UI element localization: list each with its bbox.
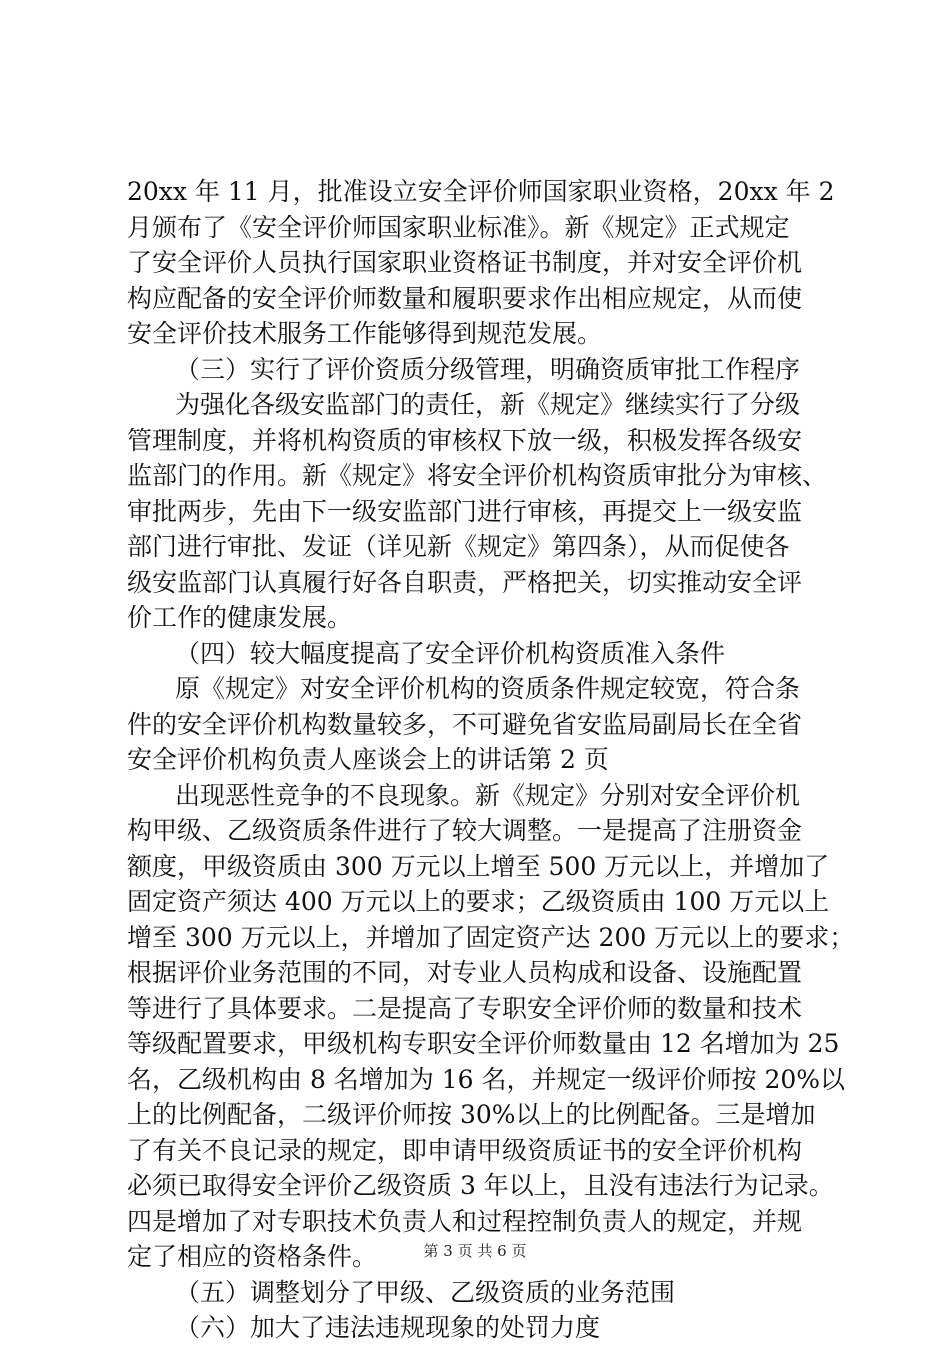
text-line: 了安全评价人员执行国家职业资格证书制度，并对安全评价机 [127, 248, 803, 277]
text-line: 20xx 年 11 月，批准设立安全评价师国家职业资格，20xx 年 2 [127, 177, 835, 206]
text-line: 审批两步，先由下一级安监部门进行审核，再提交上一级安监 [127, 496, 803, 526]
section-heading: （五）调整划分了甲级、乙级资质的业务范围 [175, 1277, 676, 1307]
text-line: 构应配备的安全评价师数量和履职要求作出相应规定，从而使 [127, 283, 803, 313]
text-line: 四是增加了对专职技术负责人和过程控制负责人的规定，并规 [127, 1206, 803, 1236]
text-line: 级安监部门认真履行好各自职责，严格把关，切实推动安全评 [127, 567, 803, 597]
text-line: 了有关不良记录的规定，即申请甲级资质证书的安全评价机构 [127, 1135, 803, 1165]
text-line: 原《规定》对安全评价机构的资质条件规定较宽，符合条 [175, 674, 801, 703]
text-line: 部门进行审批、发证（详见新《规定》第四条），从而促使各 [127, 532, 790, 561]
document-body [127, 174, 855, 1346]
text-line: 上的比例配备，二级评价师按 30%以上的比例配备。三是增加 [127, 1100, 816, 1129]
text-line: 监部门的作用。新《规定》将安全评价机构资质审批分为审核、 [127, 461, 828, 490]
text-line: 为强化各级安监部门的责任，新《规定》继续实行了分级 [175, 390, 801, 419]
text-line: 管理制度，并将机构资质的审核权下放一级，积极发挥各级安 [127, 425, 803, 455]
text-line: 安全评价机构负责人座谈会上的讲话第 2 页 [127, 745, 609, 774]
page-number: 第 3 页 共 6 页 [423, 1242, 527, 1260]
text-line: 构甲级、乙级资质条件进行了较大调整。一是提高了注册资金 [127, 816, 803, 845]
section-heading: （三）实行了评价资质分级管理，明确资质审批工作程序 [175, 354, 801, 384]
text-line: 出现恶性竞争的不良现象。新《规定》分别对安全评价机 [175, 780, 801, 810]
text-line: 定了相应的资格条件。 [127, 1242, 378, 1271]
text-line: 件的安全评价机构数量较多，不可避免省安监局副局长在全省 [127, 709, 803, 739]
text-line: 额度，甲级资质由 300 万元以上增至 500 万元以上，并增加了 [127, 851, 830, 881]
page-footer [0, 1240, 950, 1261]
text-line: 增至 300 万元以上，并增加了固定资产达 200 万元以上的要求； [127, 922, 855, 952]
text-line: 月颁布了《安全评价师国家职业标准》。新《规定》正式规定 [127, 212, 790, 242]
text-line: 等进行了具体要求。二是提高了专职安全评价师的数量和技术 [127, 993, 803, 1023]
text-line: 价工作的健康发展。 [127, 603, 353, 632]
section-heading: （六）加大了违法违规现象的处罚力度 [175, 1313, 601, 1342]
text-line: 安全评价技术服务工作能够得到规范发展。 [127, 319, 603, 348]
section-heading: （四）较大幅度提高了安全评价机构资质准入条件 [175, 638, 726, 668]
text-line: 固定资产须达 400 万元以上的要求；乙级资质由 100 万元以上 [127, 887, 830, 916]
text-line: 根据评价业务范围的不同，对专业人员构成和设备、设施配置 [127, 958, 803, 987]
text-line: 必须已取得安全评价乙级资质 3 年以上，且没有违法行为记录。 [127, 1171, 834, 1200]
text-line: 名，乙级机构由 8 名增加为 16 名，并规定一级评价师按 20%以 [127, 1064, 846, 1094]
text-line: 等级配置要求，甲级机构专职安全评价师数量由 12 名增加为 25 [127, 1029, 840, 1058]
